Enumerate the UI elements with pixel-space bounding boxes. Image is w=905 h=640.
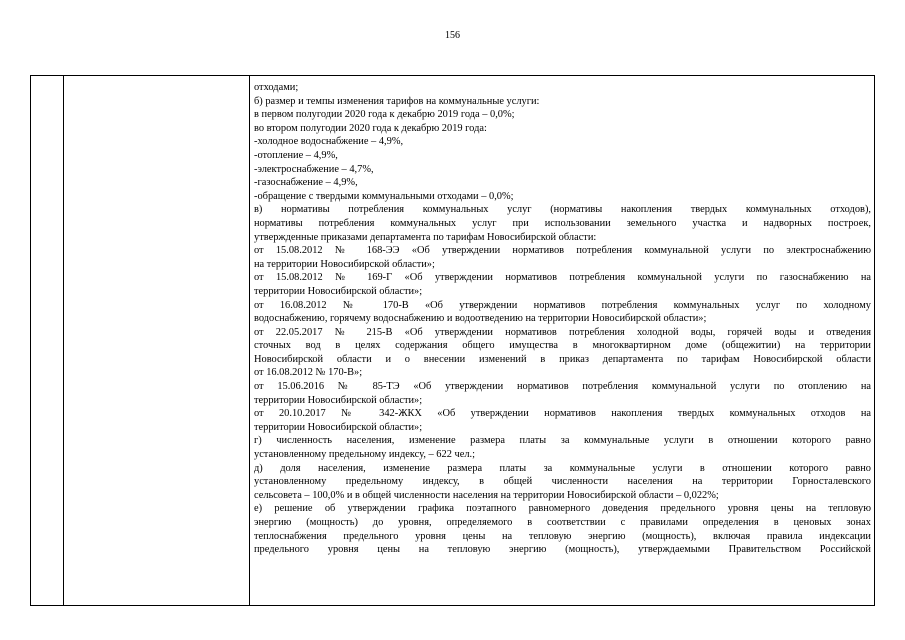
text-line: отходами; (254, 82, 299, 93)
text-line: -электроснабжение – 4,7%, (254, 163, 374, 175)
text-line: сточных вод в целях содержания общего имущества в многоквартирном доме (общежитии) на территории (254, 340, 871, 352)
column-divider (249, 76, 250, 605)
text-line: теплоснабжения предельного уровня цены на тепловую энергию (мощность), включая правила индексации (254, 530, 871, 542)
text-line: -отопление – 4,9%, (254, 149, 338, 161)
text-line: в) нормативы потребления коммунальных услуг (нормативы накопления твердых коммунальных отходов), (254, 204, 871, 216)
text-line: от 16.08.2012 № 170-В»; (254, 367, 363, 379)
text-line: Новосибирской области и о внесении изменений в приказ департамента по тарифам Новосибирской области (254, 353, 871, 365)
text-line: б) размер и темпы изменения тарифов на коммунальные услуги: (254, 95, 540, 107)
text-line: от 15.08.2012 № 169-Г «Об утверждении нормативов потребления коммунальной услуги по газоснабжению на (254, 272, 871, 284)
text-line: территории Новосибирской области»; (254, 285, 423, 297)
text-line: во втором полугодии 2020 года к декабрю 2019 года: (254, 122, 487, 134)
text-line: установленному предельному индексу, в общей численности населения на территории Горносталевского (254, 476, 871, 488)
text-line: -обращение с твердыми коммунальными отходами – 0,0%; (254, 190, 514, 202)
text-line: от 16.08.2012 № 170-В «Об утверждении нормативов потребления коммунальных услуг по холодному (254, 299, 871, 311)
text-line: энергию (мощность) до уровня, определяемого в соответствии с правилами определения в ценовых зонах (254, 517, 871, 528)
text-line: -газоснабжение – 4,9%, (254, 177, 358, 189)
text-line: от 15.06.2016 № 85-ТЭ «Об утверждении нормативов потребления коммунальной услуги по отоплению на (254, 381, 871, 393)
text-line: от 20.10.2017 № 342-ЖКХ «Об утверждении нормативов накопления твердых коммунальных отходов на (254, 408, 871, 420)
text-line: территории Новосибирской области»; (254, 421, 423, 433)
column-divider (63, 76, 64, 605)
text-line: е) решение об утверждении графика поэтапного равномерного доведения предельного уровня цены на тепловую (254, 503, 871, 515)
page-number: 156 (445, 30, 460, 41)
text-line: предельного уровня цены на тепловую энергию (мощность), утверждаемыми Правительством Российской (254, 544, 871, 556)
text-line: от 15.08.2012 № 168-ЭЭ «Об утверждении нормативов потребления коммунальной услуги по электроснабжению (254, 245, 871, 257)
text-line: нормативы потребления коммунальных услуг при использовании земельного участка и надворных построек, (254, 217, 871, 229)
text-line: в первом полугодии 2020 года к декабрю 2019 года – 0,0%; (254, 109, 515, 121)
text-line: территории Новосибирской области»; (254, 394, 423, 406)
text-line: водоснабжению, горячему водоснабжению и водоотведению на территории Новосибирской области»; (254, 313, 707, 325)
text-line: установленному предельному индексу, – 622 чел.; (254, 449, 475, 461)
text-line: от 22.05.2017 № 215-В «Об утверждении нормативов потребления холодной воды, горячей воды и отведения (254, 326, 871, 338)
text-line: г) численность населения, изменение размера платы за коммунальные услуги в отношении которого равно (254, 435, 871, 447)
text-line: на территории Новосибирской области»; (254, 258, 435, 270)
text-line: сельсовета – 100,0% и в общей численности населения на территории Новосибирской области – 0,022%; (254, 489, 719, 501)
document-table (30, 75, 875, 606)
table-cell-text (254, 81, 871, 557)
text-line: д) доля населения, изменение размера платы за коммунальные услуги в отношении которого равно (254, 462, 871, 474)
text-line: утвержденные приказами департамента по тарифам Новосибирской области: (254, 231, 597, 243)
text-line: -холодное водоснабжение – 4,9%, (254, 136, 404, 148)
